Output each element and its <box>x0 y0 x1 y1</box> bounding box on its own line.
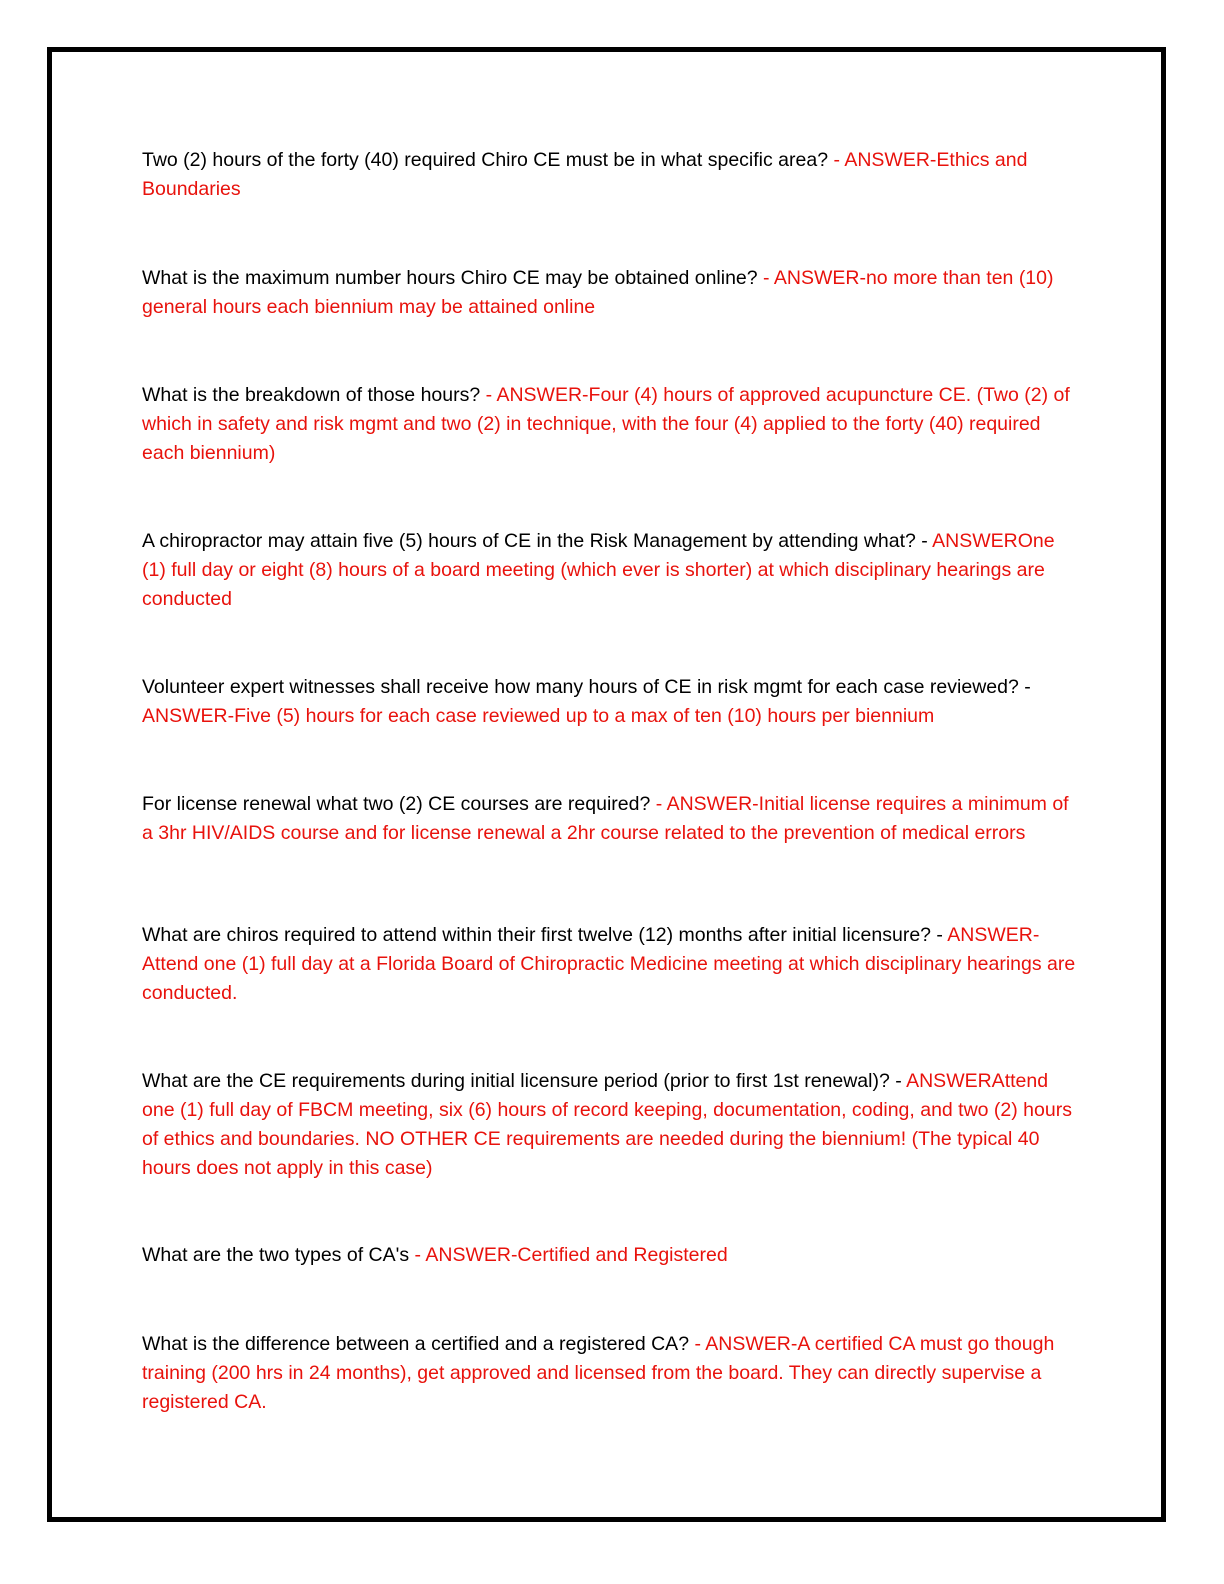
answer-text: ANSWER-Attend one (1) full day at a Florida Board of Chiropractic Medicine meeting at which disciplinary hearings are conducted. <box>142 924 1076 1004</box>
question-text: For license renewal what two (2) CE courses are required? <box>142 793 651 815</box>
qa-item-4 <box>142 527 1077 614</box>
qa-item-3 <box>142 381 1077 468</box>
question-text: What is the difference between a certified and a registered CA? <box>142 1333 690 1355</box>
question-text: Volunteer expert witnesses shall receive how many hours of CE in risk mgmt for each case reviewed? - <box>142 676 1031 698</box>
question-text: Two (2) hours of the forty (40) required Chiro CE must be in what specific area? <box>142 149 829 171</box>
qa-item-2 <box>142 264 1077 322</box>
question-text: A chiropractor may attain five (5) hours of CE in the Risk Management by attending what? - <box>142 530 928 552</box>
qa-item-1 <box>142 146 1077 204</box>
question-text: What are chiros required to attend within their first twelve (12) months after initial licensure? - <box>142 924 943 946</box>
question-text: What is the breakdown of those hours? <box>142 384 481 406</box>
answer-text: - ANSWER-no more than ten (10) general hours each biennium may be attained online <box>142 267 1054 318</box>
answer-text: - ANSWER-A certified CA must go though training (200 hrs in 24 months), get approved and licensed from the board. They can directly supervise a registered CA. <box>142 1333 1055 1413</box>
qa-item-6 <box>142 790 1077 848</box>
answer-text: ANSWERAttend one (1) full day of FBCM meeting, six (6) hours of record keeping, documentation, coding, and two (2) hours of ethics and boundaries. NO OTHER CE requirements are needed during the biennium! (The typical 40 hours does not apply in this case) <box>142 1070 1072 1179</box>
question-text: What are the CE requirements during initial licensure period (prior to first 1st renewal)? - <box>142 1070 902 1092</box>
qa-item-7 <box>142 921 1077 1008</box>
answer-text: - ANSWER-Certified and Registered <box>414 1244 728 1266</box>
answer-text: - ANSWER-Four (4) hours of approved acupuncture CE. (Two (2) of which in safety and risk mgmt and two (2) in technique, with the four (4) applied to the forty (40) required each biennium) <box>142 384 1070 464</box>
qa-item-8 <box>142 1067 1077 1183</box>
qa-item-10 <box>142 1330 1077 1417</box>
answer-text: ANSWEROne (1) full day or eight (8) hours of a board meeting (which ever is shorter) at which disciplinary hearings are conducted <box>142 530 1055 610</box>
question-text: What are the two types of CA's <box>142 1244 410 1266</box>
question-text: What is the maximum number hours Chiro CE may be obtained online? <box>142 267 758 289</box>
qa-item-9 <box>142 1241 1077 1270</box>
answer-text: ANSWER-Five (5) hours for each case reviewed up to a max of ten (10) hours per biennium <box>142 705 935 727</box>
qa-item-5 <box>142 673 1077 731</box>
answer-text: - ANSWER-Initial license requires a minimum of a 3hr HIV/AIDS course and for license renewal a 2hr course related to the prevention of medical errors <box>142 793 1069 844</box>
answer-text: - ANSWER-Ethics and Boundaries <box>142 149 1028 200</box>
